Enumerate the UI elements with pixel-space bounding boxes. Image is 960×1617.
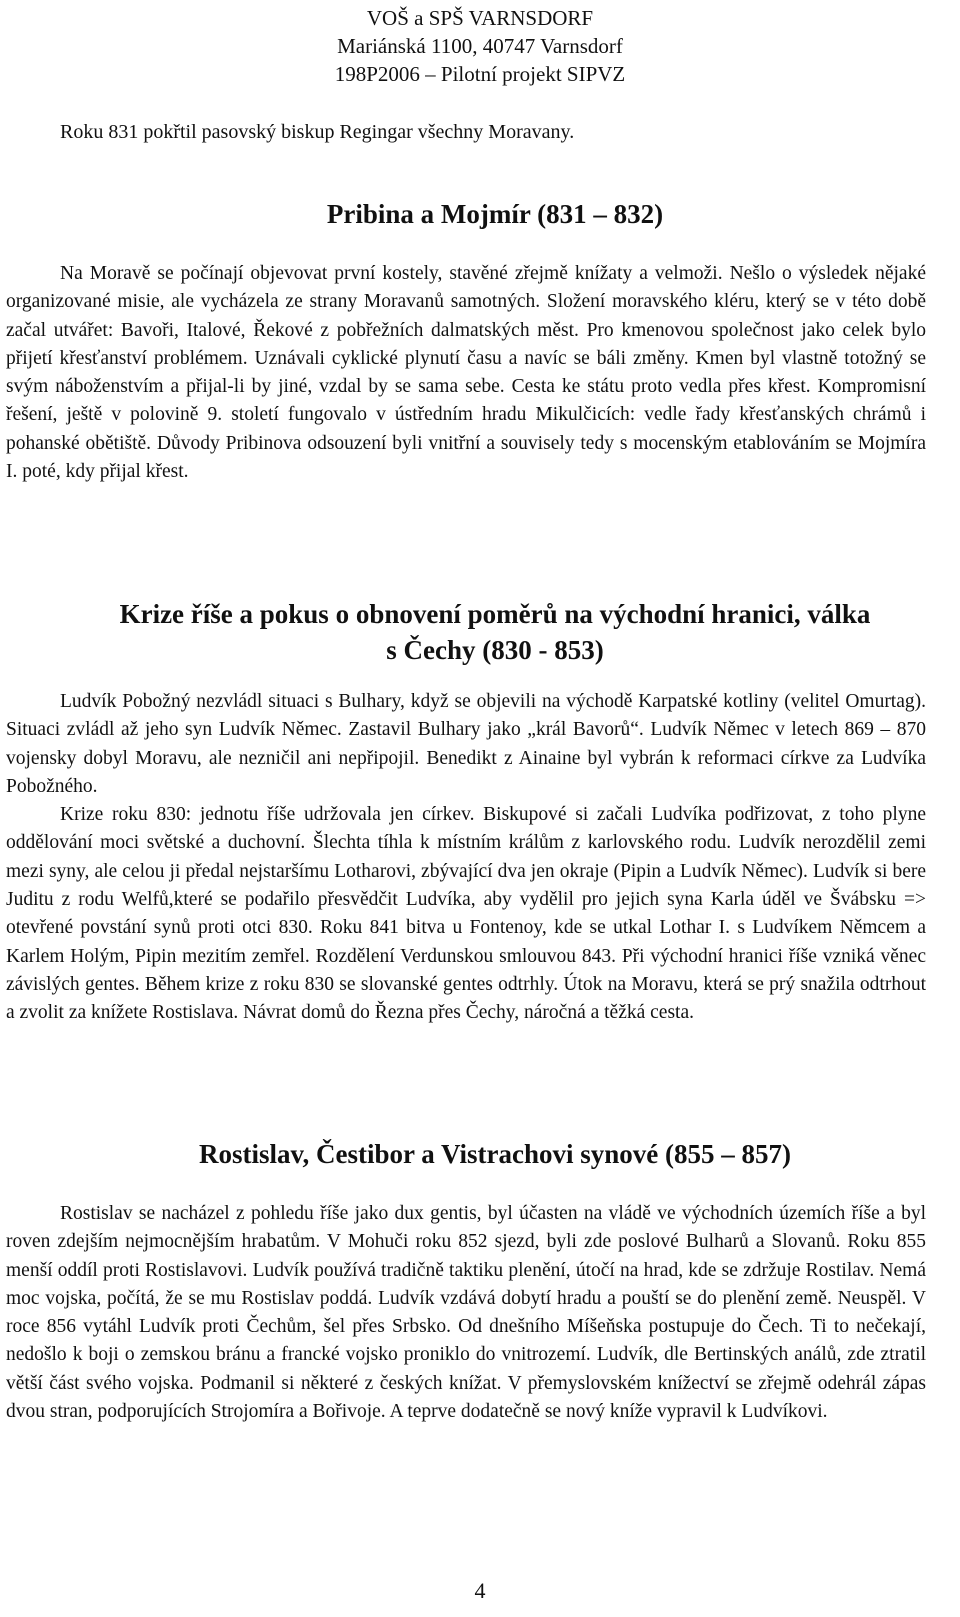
section-heading-krize-line2: s Čechy (830 - 853) bbox=[386, 635, 604, 665]
paragraph: Rostislav se nacházel z pohledu říše jako dux gentis, byl účasten na vládě ve východních územích říše a byl roven zdejším nejmocnějším hrabatům. V Mohuči roku 852 sjezd, byli zde poslové Bulharů a Slovanů. Roku 855 menší oddíl proti Rostislavovi. Ludvík používá tradičně taktiku plenění, útočí na hrad, kde se zdržuje Rostilav. Nemá moc vojska, počítá, že se mu Rostislav poddá. Ludvík vzdává dobytí hradu a pouští se do plenění země. Neuspěl. V roce 856 vytáhl Ludvík proti Čechům, šel přes Srbsko. Od dnešního Míšeňska postupuje do Čech. Ti to nečekají, nedošlo k boji o zemskou bránu a francké vojsko proniklo do vnitrozemí. Ludvík, dle Bertinských análů, zde ztratil větší část svého vojska. Podmanil si některé z českých knížat. V přemyslovském knížectví se zřejmě odehrál zápas dvou stran, podporujících Strojomíra a Bořivoje. A teprve dodatečně se nový kníže vypravil k Ludvíkovi. bbox=[6, 1203, 926, 1423]
section-heading-krize bbox=[0, 596, 960, 668]
section-heading-krize-line1: Krize říše a pokus o obnovení poměrů na východní hranici, válka bbox=[119, 599, 871, 629]
section-body-rostislav bbox=[6, 1200, 926, 1426]
project-name: 198P2006 – Pilotní projekt SIPVZ bbox=[334, 62, 626, 86]
paragraph: Ludvík Pobožný nezvládl situaci s Bulhary, když se objevili na východě Karpatské kotliny (velitel Omurtag). Situaci zvládl až jeho syn Ludvík Němec. Zastavil Bulhary jako „král Bavorů“. Ludvík Němec v letech 869 – 870 vojensky dobyl Moravu, ale nezničil ani nepřipojil. Benedikt z Ainaine byl vybrán k reformaci církve za Ludvíka Pobožného. bbox=[6, 691, 926, 797]
section-body-krize bbox=[6, 688, 926, 1028]
paragraph: Krize roku 830: jednotu říše udržovala jen církev. Biskupové si začali Ludvíka podřizovat, z toho plyne oddělování moci světské a duchovní. Šlechta tíhla k místním králům z karlovského rodu. Ludvík nerozdělil zemi mezi syny, ale celou ji předal nejstaršímu Lotharovi, zbývající dva jen okraje (Pipin a Ludvík Němec). Ludvík si bere Juditu z rodu Welfů,které se podařilo přesvědčit Ludvíka, aby vydělil pro jejich syna Karla úděl ve Švábsku => otevřené povstání synů proti otci 830. Roku 841 bitva u Fontenoy, kde se utkal Lothar I. s Ludvíkem Němcem a Karlem Holým, Pipin mezitím zemřel. Rozdělení Verdunskou smlouvou 843. Při východní hranici říše vzniká věnec závislých gentes. Během krize z roku 830 se slovanské gentes odtrhly. Útok na Moravu, která se prý snažila odtrhout a zvolit za knížete Rostislava. Návrat domů do Řezna přes Čechy, náročná a těžká cesta. bbox=[6, 804, 926, 1024]
section-heading-rostislav: Rostislav, Čestibor a Vistrachovi synové (855 – 857) bbox=[199, 1139, 791, 1169]
intro-line: Roku 831 pokřtil pasovský biskup Regingar všechny Moravany. bbox=[60, 121, 575, 143]
page-number: 4 bbox=[474, 1578, 486, 1603]
document-header bbox=[0, 4, 960, 88]
section-heading-pribina: Pribina a Mojmír (831 – 832) bbox=[326, 199, 664, 229]
section-body-pribina bbox=[6, 260, 926, 486]
paragraph: Na Moravě se počínají objevovat první kostely, stavěné zřejmě knížaty a velmoži. Nešlo o výsledek nějaké organizované misie, ale vycházela ze strany Moravanů samotných. Složení moravského kléru, který se v této době začal utvářet: Bavoři, Italové, Řekové z pobřežních dalmatských měst. Pro kmenovou společnost jako celek bylo přijetí křesťanství problémem. Uznávali cyklické plynutí času a navíc se báli změny. Kmen byl vlastně totožný se svým náboženstvím a přijal-li by jiné, vzdal by se sama sebe. Cesta ke státu proto vedla přes křest. Kompromisní řešení, ještě v polovině 9. století fungovalo v ústředním hradu Mikulčicích: vedle řady křesťanských chrámů i pohanské obětiště. Důvody Pribinova odsouzení byli vnitřní a souvisely tedy s mocenským etablováním se Mojmíra I. poté, kdy přijal křest. bbox=[6, 263, 926, 483]
school-address: Mariánská 1100, 40747 Varnsdorf bbox=[337, 34, 623, 58]
school-name: VOŠ a SPŠ VARNSDORF bbox=[366, 6, 594, 30]
